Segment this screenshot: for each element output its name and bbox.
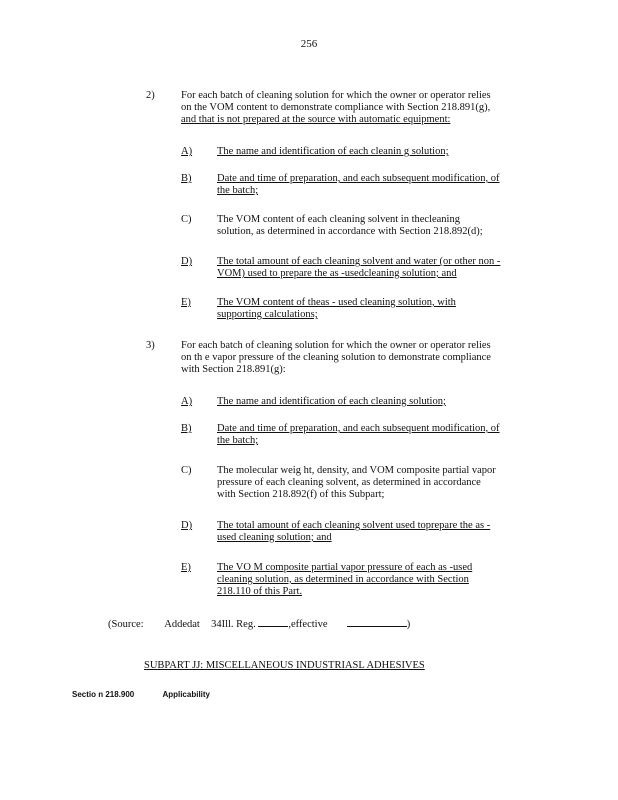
item-2A-text (217, 146, 537, 158)
item-2B-number: B) (181, 173, 192, 184)
item-3C-line-2: pressure of each cleaning solvent, as determined in accordance (217, 477, 481, 488)
item-2-line-3: and that is not prepared at the source with automatic equipment: (181, 114, 451, 125)
item-3E-line-1: The VO M composite partial vapor pressure of each as -used (217, 562, 473, 573)
source-added: Addedat (164, 619, 200, 630)
item-3-line-1: For each batch of cleaning solution for which the owner or operator relies (181, 340, 491, 351)
item-2C-line-2: solution, as determined in accordance with Section 218.892(d); (217, 226, 483, 237)
item-3-line-2: on th e vapor pressure of the cleaning solution to demonstrate compliance (181, 352, 491, 363)
item-3C-line-1: The molecular weig ht, density, and VOM composite partial vapor (217, 465, 496, 476)
item-2E-number: E) (181, 297, 191, 308)
subpart-heading: SUBPART JJ: MISCELLANEOUS INDUSTRIASL ADHESIVES (144, 660, 425, 671)
item-2C-number: C) (181, 214, 192, 225)
item-3C-number: C) (181, 465, 192, 476)
item-2D-text (217, 256, 537, 280)
item-3A-number: A) (181, 396, 193, 407)
item-3B-line-1: Date and time of preparation, and each subsequent modification, of (217, 423, 500, 434)
item-2-line-2: on the VOM content to demonstrate compliance with Section 218.891(g), (181, 102, 491, 113)
item-2-line-1: For each batch of cleaning solution for which the owner or operator relies (181, 90, 491, 101)
item-3B-text (217, 423, 537, 447)
item-2D-number: D) (181, 256, 193, 267)
source-register: 34Ill. Reg. (211, 619, 256, 630)
item-3E-line-3: 218.110 of this Part. (217, 586, 303, 597)
item-3A-text (217, 396, 537, 408)
item-3D-line-2: used cleaning solution; and (217, 532, 332, 543)
item-3E-line-2: cleaning solution, as determined in accordance with Section (217, 574, 469, 585)
item-2B-line-2: the batch; (217, 185, 259, 196)
item-3D-text (217, 520, 537, 544)
item-2A-line-1: The name and identification of each cleanin g solution; (217, 146, 449, 157)
item-3-text (181, 340, 531, 376)
source-note (108, 617, 410, 631)
item-2E-text (217, 297, 537, 321)
item-3C-line-3: with Section 218.892(f) of this Subpart; (217, 489, 385, 500)
effective-date-blank (347, 617, 407, 627)
item-3D-number: D) (181, 520, 193, 531)
item-2A-number: A) (181, 146, 193, 157)
item-3B-number: B) (181, 423, 192, 434)
item-3B-line-2: the batch; (217, 435, 259, 446)
item-2E-line-2: supporting calculations; (217, 309, 318, 320)
item-2-number: 2) (146, 90, 155, 101)
item-3E-text (217, 562, 537, 598)
item-2B-line-1: Date and time of preparation, and each subsequent modification, of (217, 173, 500, 184)
item-2-text (181, 90, 531, 126)
source-open: (Source: (108, 619, 144, 630)
item-2E-line-1: The VOM content of theas - used cleaning solution, with (217, 297, 456, 308)
item-2B-text (217, 173, 537, 197)
item-2D-line-2: VOM) used to prepare the as -usedcleaning solution; and (217, 268, 457, 279)
item-3D-line-1: The total amount of each cleaning solvent used toprepare the as - (217, 520, 491, 531)
register-page-blank (258, 617, 288, 627)
item-3E-number: E) (181, 562, 191, 573)
item-2D-line-1: The total amount of each cleaning solvent and water (or other non - (217, 256, 501, 267)
item-3-number: 3) (146, 340, 155, 351)
item-2C-line-1: The VOM content of each cleaning solvent in thecleaning (217, 214, 460, 225)
section-heading (72, 689, 210, 701)
page-number: 256 (300, 38, 318, 50)
item-3A-line-1: The name and identification of each cleaning solution; (217, 396, 446, 407)
item-2C-text (217, 214, 537, 238)
section-label: Sectio n 218.900 (72, 690, 135, 699)
item-3-line-3: with Section 218.891(g): (181, 364, 286, 375)
section-title: Applicability (162, 690, 210, 699)
source-effective: ,effective (288, 619, 328, 630)
item-3C-text (217, 465, 537, 501)
source-close: ) (406, 619, 411, 630)
